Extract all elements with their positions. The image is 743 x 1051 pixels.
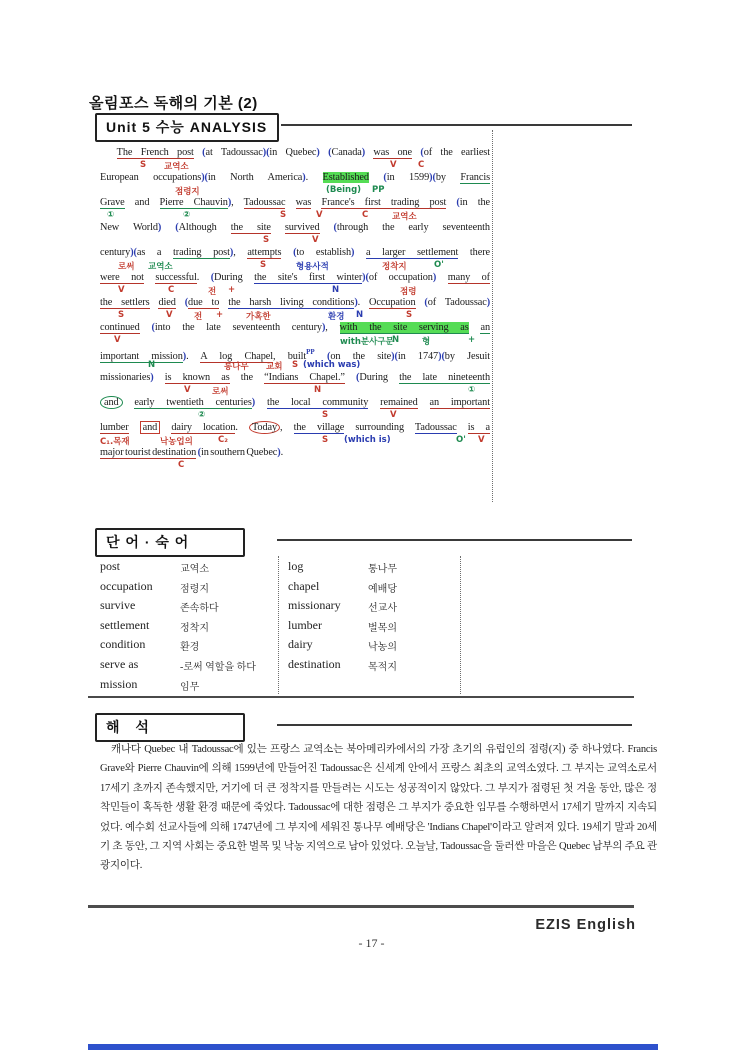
passage-segment: attempts [247,247,282,258]
passage-segment: ) [432,272,437,283]
passage-segment: in 1599 [386,172,430,183]
passage-segment: )( [391,351,398,362]
passage-segment: the late nineteenth [399,372,490,383]
vocab-cell [368,677,640,678]
passage-segment: ) [486,297,491,308]
passage-annotation-row [100,160,490,171]
passage-segment: ( [293,247,297,258]
passage-segment: with the site serving as [339,322,469,333]
passage [100,146,490,471]
vocab-row [100,598,640,618]
passage-line [100,346,490,371]
passage-line [100,246,490,271]
passage-segment: and [140,421,161,434]
passage-segment: through the early seventeenth [336,222,490,233]
brand-text: EZIS English [535,917,636,933]
passage-segment: ( [197,447,201,458]
handwritten-annotation: S [118,309,125,320]
handwritten-annotation: with분사구문 [340,336,394,347]
passage-segment: and [124,197,160,208]
passage-segment: is known as [164,372,230,383]
handwritten-annotation: V [390,409,397,420]
passage-segment: Grave [100,197,125,208]
handwritten-annotation: ① [468,384,476,395]
translation-text: 캐나다 Quebec 내 Tadoussac에 있는 프랑스 교역소는 북아메리카에서의 가장 초기의 유럽인의 점령(지) 중 하나였다. Francis Grave와 Pierre Chauvin에 의해 1599년에 만들어진 Tadoussac은 신세계 안에서 프랑스 최초의 교역소였다. 그 부지는 교역소로서 17세기 초까지 존속했지만, 거기에 더 큰 정착지를 만들려는 시도는 성공적이지 않았다. 그 부지가 점령된 첫 겨울 동안, 많은 정착민들이 혹독한 생활 환경 때문에 죽었다. Tadoussac에 대한 점령은 그 부지가 중요한 임무를 수행하면서 17세기 말까지 지속되었다. 예수회 선교사들에 의해 1747년에 그 부지에 세워진 통나무 예배당은 'Indians Chapel'이라고 알려져 있다. 19세기 말과 20세기 초 동안, 그 지역 사회는 중요한 벌목 및 낙농 지역으로 남아 있었다. 오늘날, Tadoussac을 둘러싼 마을은 Quebec 남부의 주요 관광지이다. [100,744,657,872]
vocab-row [100,618,640,638]
handwritten-annotation: ① [107,209,115,220]
passage-segment: of occupation [368,272,433,283]
passage-segment: in North America [207,172,303,183]
handwritten-annotation: V [118,284,125,295]
passage-segment [123,397,135,408]
passage-annotation-row [100,260,490,271]
passage-line-text [100,371,490,384]
passage-segment: remained [380,397,418,408]
passage-segment: many of [447,272,491,283]
passage-segment: ( [202,147,206,158]
passage-segment: is a [467,422,490,433]
passage-segment: ( [151,322,155,333]
passage-segment: ( [356,372,360,383]
handwritten-annotation: + [468,334,476,345]
passage-annotation-row [100,285,490,296]
passage-segment: the [229,372,265,383]
passage-annotation-row [100,435,490,446]
handwritten-annotation: N [314,384,322,395]
translation-header-rule [277,724,632,726]
passage-segment: . [280,447,284,458]
vocab-cell: 정착지 [180,622,209,634]
passage-segment [369,172,383,183]
vocab-cell: 환경 [180,642,200,654]
passage-dotted-divider [492,130,493,502]
passage-segment: )( [429,172,436,183]
passage-segment: . [186,351,201,362]
handwritten-annotation: V [316,209,323,220]
passage-segment [285,197,295,208]
passage-segment: Tadoussac [414,422,457,433]
handwritten-annotation: 점령지 [175,186,200,197]
passage-segment: Canada [331,147,362,158]
handwritten-annotation: PP [372,184,385,195]
passage-annotation-row [100,335,490,346]
handwritten-annotation: S [140,159,147,170]
passage-segment: During [214,272,255,283]
handwritten-annotation: C [168,284,175,295]
vocab-cell: 교역소 [180,564,209,575]
vocab-cell: 낙농의 [368,642,397,654]
vocab-cell: 존속하다 [180,603,219,615]
passage-segment: ) [321,322,326,333]
passage-segment [129,422,140,433]
passage-segment [100,147,117,158]
passage-segment: ) [361,147,366,158]
passage-line-text [100,446,490,459]
passage-segment [320,147,328,158]
passage-segment: survived [284,222,320,233]
handwritten-annotation: N [356,309,364,320]
vocab-row [100,637,640,657]
vocab-cell: serve as [100,656,139,671]
handwritten-annotation: 교역소 [164,161,189,172]
passage-segment: ) [354,297,358,308]
handwritten-annotation: V [166,309,173,320]
passage-segment: early twentieth centuries [134,397,252,408]
passage-segment [176,297,185,308]
handwritten-annotation: 낙농업의 [160,436,193,447]
passage-segment: major tourist destination [100,447,197,458]
passage-line-text [100,171,490,184]
passage-segment: . [196,272,211,283]
passage-segment: in the [459,197,490,208]
passage-segment: ) [182,351,187,362]
passage-segment: )( [201,172,208,183]
handwritten-annotation: + [228,284,236,295]
vocab-cell: 점령지 [180,583,209,595]
doc-title: 올림포스 독해의 기본 (2) [89,95,258,112]
passage-segment: died [158,297,176,308]
passage-segment: Occupation [369,297,416,308]
passage-segment: ) [251,397,256,408]
passage-segment: of the earliest [423,147,490,158]
unit-header: Unit 5 수능 ANALYSIS [95,113,279,142]
vocab-cell: dairy [288,637,313,652]
handwritten-annotation: O' [434,259,444,270]
handwritten-annotation: V [114,334,121,345]
passage-segment: due to [188,297,220,308]
handwritten-annotation: + [216,309,224,320]
vocab-cell: 목적지 [368,661,397,673]
page-number: - 17 - [358,936,385,950]
handwritten-annotation: V [390,159,397,170]
passage-line [100,221,490,246]
passage-segment: ( [383,172,387,183]
passage-line [100,196,490,221]
handwritten-annotation: 로써 [118,261,135,272]
handwritten-annotation: 교회 [266,361,283,372]
passage-segment: ) [302,172,306,183]
passage-segment: Established [322,172,369,183]
passage-line [100,321,490,346]
passage-segment: ) [150,372,154,383]
passage-segment: ) [229,247,234,258]
passage-segment [154,372,165,383]
vocab-cell: occupation [100,578,153,593]
passage-segment: the village [293,422,345,433]
passage-segment: PP [306,348,315,356]
handwritten-annotation: S [263,234,270,245]
passage-segment [140,322,152,333]
handwritten-annotation: V [184,384,191,395]
passage-segment: )( [130,247,137,258]
passage-segment: the site's first winter [254,272,363,283]
passage-segment: ) [277,447,281,458]
passage-annotation-row [100,460,490,471]
handwritten-annotation: 환경 [328,311,345,322]
passage-segment: at Tadoussac [205,147,263,158]
handwritten-annotation: 점령 [400,286,417,297]
handwritten-annotation: S [260,259,267,270]
vocab-row [100,559,640,579]
vocab-cell: missionary [288,598,341,613]
handwritten-annotation: 통나무 [224,361,249,372]
passage-line [100,371,490,396]
passage-segment: , [233,247,248,258]
vocab-cell: post [100,559,121,573]
passage-segment [255,397,267,408]
passage-segment: the harsh living conditions [228,297,355,308]
passage-segment: The French post [116,147,194,158]
handwritten-annotation: 형 [422,336,431,347]
vocab-cell: 임무 [180,681,200,693]
passage-segment [457,422,468,433]
passage-line [100,396,490,421]
vocab-cell: settlement [100,617,150,632]
passage-segment: European occupations [100,172,202,183]
passage-segment: . [235,422,249,433]
passage-segment [160,422,171,433]
passage-segment: important mission [100,351,183,362]
handwritten-annotation: S [406,309,413,320]
handwritten-annotation: C [178,459,185,470]
passage-segment: ( [456,197,460,208]
passage-segment: and [100,396,123,409]
passage-segment: missionaries [100,372,151,383]
passage-annotation-row [100,210,490,221]
passage-segment: ( [328,147,332,158]
passage-line-text [100,271,490,284]
translation-header: 해 석 [95,713,245,742]
handwritten-annotation: (which was) [303,359,361,370]
handwritten-annotation: 전 [208,286,217,297]
passage-line [100,171,490,196]
vocab-cell: condition [100,637,146,652]
passage-segment: ( [184,297,189,308]
bottom-bar [88,1044,658,1050]
handwritten-annotation: V [312,234,319,245]
unit-header-rule [281,124,632,126]
passage-line-text [100,146,490,159]
vocab-table [100,559,640,696]
handwritten-annotation: (Being) [326,184,362,195]
passage-line [100,296,490,321]
handwritten-annotation: 전 [194,311,203,322]
passage-segment [194,147,202,158]
passage-segment: Tadoussac [243,197,286,208]
passage-line-text [100,246,490,259]
passage-segment: ) [351,247,355,258]
passage-segment: , built [273,351,307,362]
vocab-cell: chapel [288,578,320,593]
passage-segment [161,222,175,233]
passage-segment: , [231,197,244,208]
passage-segment [271,222,285,233]
passage-segment [281,247,293,258]
passage-segment [144,272,155,283]
footer-rule [88,905,634,908]
passage-segment [368,397,380,408]
passage-segment: Francis [460,172,490,183]
passage-segment [320,222,334,233]
handwritten-annotation: 로써 [212,386,229,397]
passage-line-text [100,296,490,309]
passage-segment: ) [157,222,162,233]
passage-segment: ) [227,197,232,208]
passage-line [100,271,490,296]
passage-segment: in 1747 [397,351,439,362]
vocab-cell: survive [100,598,136,613]
passage-line-text [100,396,490,409]
passage-segment: the settlers [100,297,150,308]
passage-annotation-row [100,310,490,321]
passage-segment [436,272,447,283]
passage-segment: ( [175,222,179,233]
passage-segment: , [280,422,294,433]
vocab-dotted-divider-1 [278,556,279,694]
passage-segment: a larger settlement [365,247,459,258]
vocab-cell: 선교사 [368,603,397,615]
vocab-dotted-divider-2 [460,556,461,694]
handwritten-annotation: ② [183,209,191,220]
passage-annotation-row [100,385,490,396]
passage-segment [469,322,481,333]
passage-segment: as a [136,247,173,258]
passage-segment: by [435,172,461,183]
handwritten-annotation: S [322,409,329,420]
passage-segment: on the site [330,351,392,362]
passage-segment [446,197,456,208]
passage-segment: the local community [266,397,369,408]
handwritten-annotation: ② [198,409,206,420]
vocab-header-rule [277,539,632,541]
handwritten-annotation: 정착지 [382,261,407,272]
handwritten-annotation: S [322,434,329,445]
passage-segment: ( [326,351,331,362]
passage-segment [219,297,228,308]
passage-segment: in Quebec [269,147,317,158]
passage-segment: was [295,197,312,208]
passage-segment: surrounding [344,422,415,433]
vocab-cell: log [288,559,304,573]
vocab-cell: mission [100,676,138,691]
passage-segment: ( [333,222,337,233]
handwritten-annotation: 형용사적 [296,261,329,272]
vocab-header: 단 어 · 숙 어 [95,528,245,557]
passage-segment: Pierre Chauvin [159,197,228,208]
passage-segment: ( [420,147,424,158]
passage-segment: dairy location [171,422,236,433]
handwritten-annotation: 교역소 [392,211,417,222]
passage-annotation-row [100,235,490,246]
vocab-cell: 통나무 [368,564,397,575]
handwritten-annotation: C₁.목재 [100,436,130,447]
passage-segment: the site [230,222,271,233]
handwritten-annotation: S [280,209,287,220]
passage-segment: into the late seventeenth century [154,322,322,333]
passage-segment: )( [262,147,270,158]
vocab-cell: lumber [288,617,322,632]
handwritten-annotation: C [418,159,425,170]
passage-segment: was one [373,147,413,158]
passage-line-text [100,221,490,234]
passage-segment: Although [178,222,231,233]
passage-segment [418,397,430,408]
passage-segment: . [357,297,370,308]
passage-segment: continued [100,322,140,333]
passage-segment: )( [438,351,445,362]
passage-segment: New World [100,222,158,233]
vocab-cell: 벌목의 [368,622,397,634]
passage-segment: lumber [100,422,129,433]
passage-line [100,421,490,446]
passage-segment [354,247,366,258]
passage-segment: were not [100,272,144,283]
passage-segment: Today [249,421,280,434]
passage-segment: of Tadoussac [427,297,487,308]
passage-segment: in southern Quebec [201,447,278,458]
handwritten-annotation: N [332,284,340,295]
passage-annotation-row [100,360,490,371]
vocab-row [100,677,640,697]
passage-segment: ) [316,147,320,158]
handwritten-annotation: C [362,209,369,220]
passage-segment: by Jesuit [444,351,491,362]
vocab-cell: -로써 역할을 하다 [180,661,256,673]
passage-segment [311,197,321,208]
passage-line [100,446,490,471]
passage-segment: successful [155,272,197,283]
handwritten-annotation: N [392,334,400,345]
passage-segment: there [458,247,490,258]
passage-segment: . [305,172,323,183]
handwritten-annotation: 교역소 [148,261,173,272]
vocab-row [100,579,640,599]
passage-segment [345,372,356,383]
passage-line-text [100,421,490,434]
passage-segment: During [359,372,400,383]
passage-segment: “Indians Chapel.” [264,372,345,383]
passage-segment: an [480,322,491,333]
passage-line [100,146,490,171]
passage-annotation-row [100,410,490,421]
handwritten-annotation: V [478,434,485,445]
passage-segment: century [100,247,131,258]
vocab-bottom-rule [88,696,634,698]
passage-segment: France's first trading post [321,197,447,208]
vocab-cell: 예배당 [368,583,397,595]
passage-segment: ( [424,297,428,308]
passage-segment: trading post [172,247,230,258]
vocab-cell: destination [288,656,341,671]
passage-annotation-row [100,185,490,196]
vocab-row [100,657,640,677]
handwritten-annotation: C₂ [218,434,228,445]
handwritten-annotation: 가혹한 [246,311,271,322]
passage-segment: A log Chapel [200,351,274,362]
passage-segment: )( [362,272,369,283]
handwritten-annotation: N [148,359,156,370]
handwritten-annotation: S [292,359,299,370]
handwritten-annotation: (which is) [344,434,391,445]
passage-line-text [100,196,490,209]
passage-segment: ( [210,272,215,283]
passage-segment: to establish [296,247,351,258]
handwritten-annotation: O' [456,434,466,445]
passage-line-text [100,321,490,334]
passage-segment: , [325,322,340,333]
passage-segment: an important [429,397,490,408]
